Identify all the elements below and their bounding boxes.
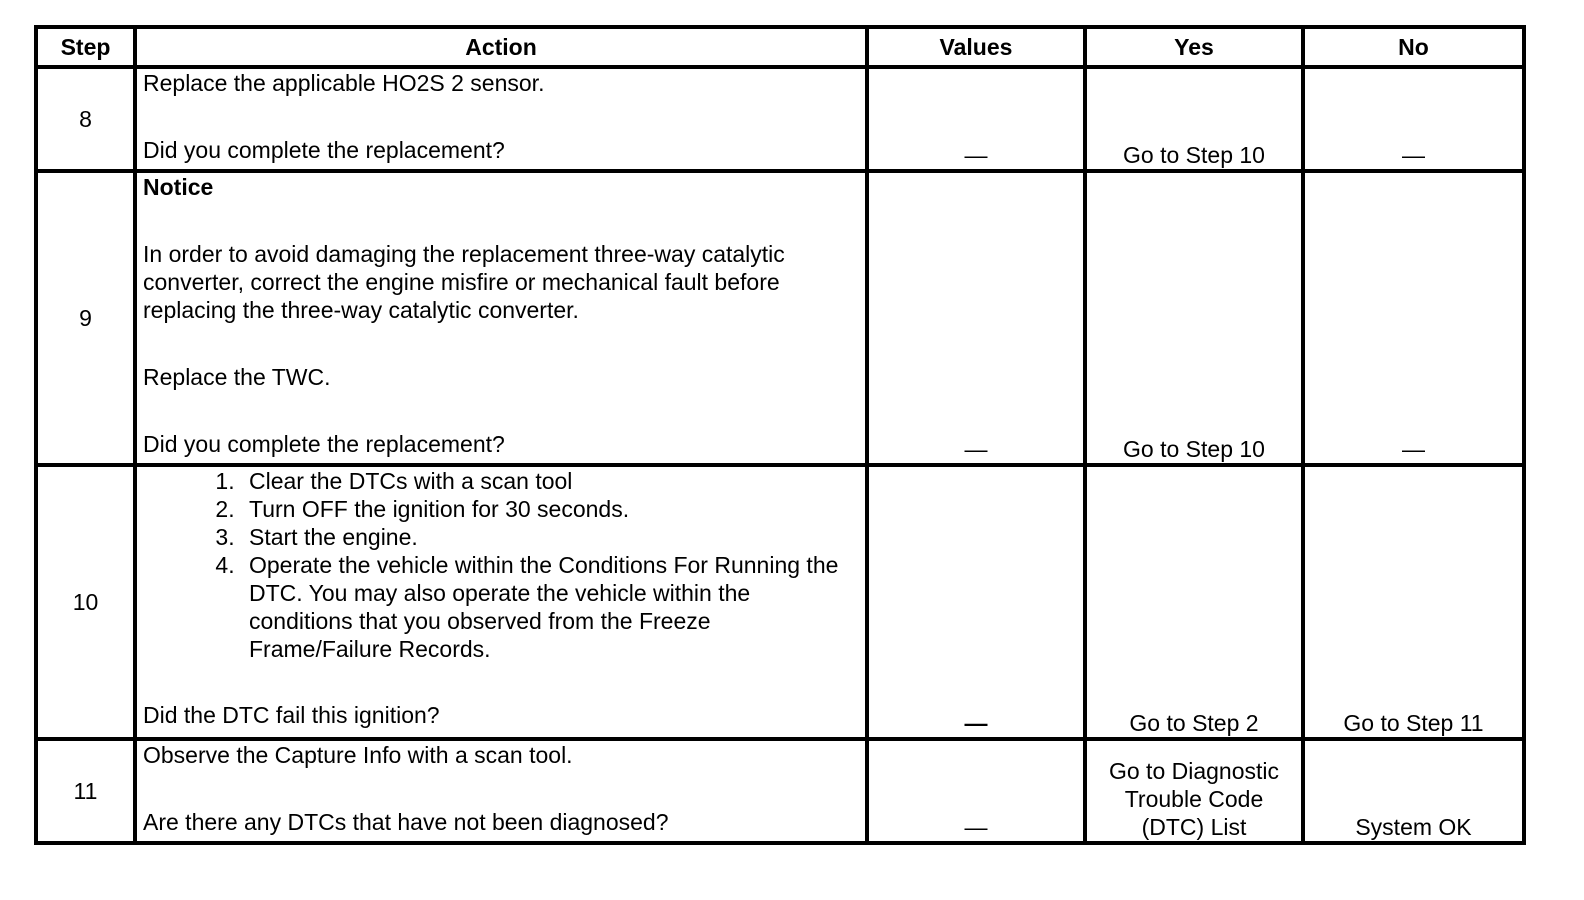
list-item: 1. Clear the DTCs with a scan tool	[241, 467, 859, 495]
values-cell: —	[867, 739, 1085, 843]
header-yes: Yes	[1085, 27, 1303, 67]
action-text: Observe the Capture Info with a scan tool.	[143, 742, 573, 768]
table-row-step-10	[36, 465, 1524, 739]
yes-cell: Go to Diagnostic Trouble Code (DTC) List	[1085, 739, 1303, 843]
notice-title: Notice	[143, 174, 214, 200]
yes-cell: Go to Step 10	[1085, 67, 1303, 171]
list-item: 2. Turn OFF the ignition for 30 seconds.	[241, 495, 859, 523]
action-text: Replace the applicable HO2S 2 sensor.	[143, 70, 545, 96]
step-number: 10	[36, 465, 135, 739]
notice-text: In order to avoid damaging the replacement three-way catalytic converter, correct the engine misfire or mechanical fault before replacing the three-way catalytic converter.	[143, 241, 785, 323]
table-row-step-8	[36, 67, 1524, 171]
header-no: No	[1303, 27, 1524, 67]
procedure-list	[143, 467, 859, 663]
step-number: 9	[36, 171, 135, 465]
list-item: 4. Operate the vehicle within the Conditions For Running the DTC. You may also operate the vehicle within the conditions that you observed from the Freeze Frame/Failure Records.	[241, 551, 859, 663]
action-cell	[135, 465, 867, 739]
header-row	[36, 27, 1524, 67]
diagnostic-table	[34, 25, 1526, 845]
header-action: Action	[135, 27, 867, 67]
table-row-step-9	[36, 171, 1524, 465]
step-number: 8	[36, 67, 135, 171]
action-cell	[135, 739, 867, 843]
values-cell: —	[867, 67, 1085, 171]
table-row-step-11	[36, 739, 1524, 843]
no-cell: —	[1303, 171, 1524, 465]
step-number: 11	[36, 739, 135, 843]
yes-cell: Go to Step 2	[1085, 465, 1303, 739]
action-cell	[135, 171, 867, 465]
action-question: Did you complete the replacement?	[143, 431, 505, 457]
no-cell: System OK	[1303, 739, 1524, 843]
action-cell	[135, 67, 867, 171]
list-item: 3. Start the engine.	[241, 523, 859, 551]
action-question: Did the DTC fail this ignition?	[143, 702, 440, 728]
header-values: Values	[867, 27, 1085, 67]
no-cell: Go to Step 11	[1303, 465, 1524, 739]
header-step: Step	[36, 27, 135, 67]
action-question: Are there any DTCs that have not been diagnosed?	[143, 809, 669, 835]
action-question: Did you complete the replacement?	[143, 137, 505, 163]
no-cell: —	[1303, 67, 1524, 171]
values-cell: —	[867, 465, 1085, 739]
yes-cell: Go to Step 10	[1085, 171, 1303, 465]
action-text: Replace the TWC.	[143, 364, 331, 390]
values-cell: —	[867, 171, 1085, 465]
